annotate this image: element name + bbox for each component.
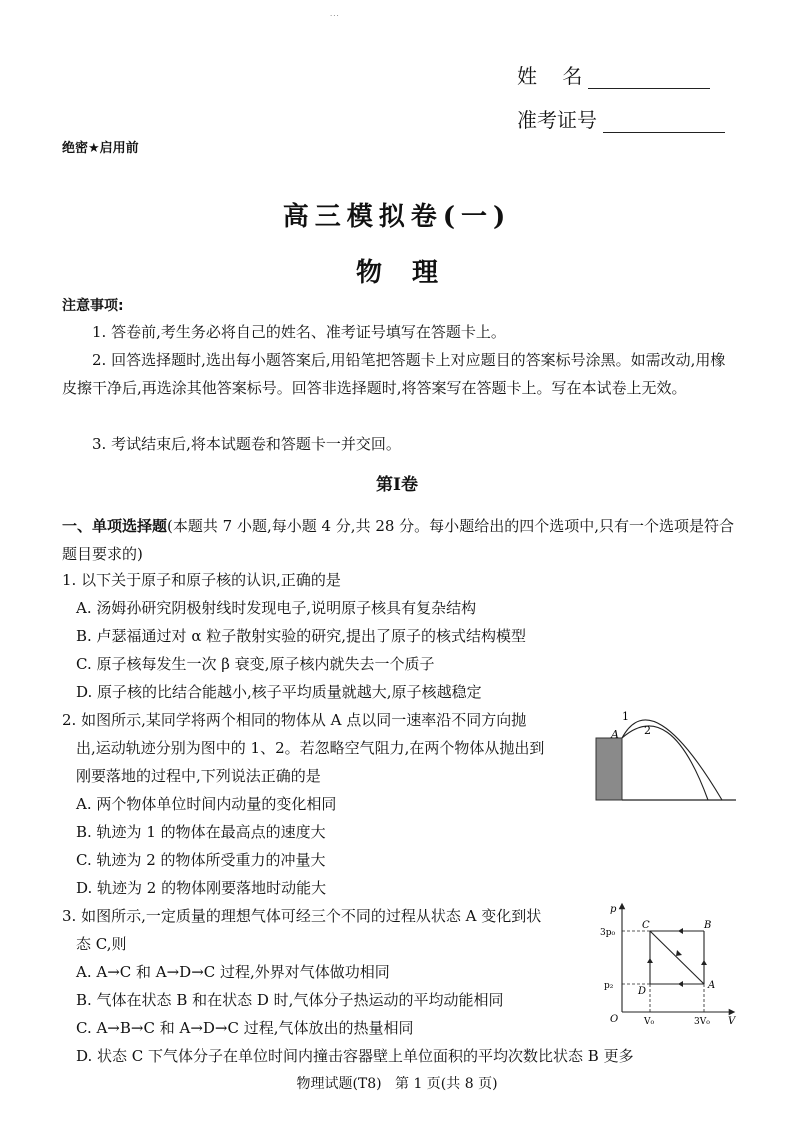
- question-2-stem-line-1: 2. 如图所示,某同学将两个相同的物体从 A 点以同一速率沿不同方向抛: [62, 711, 527, 729]
- section-title: 一、单项选择题: [62, 517, 168, 535]
- question-3-option-b[interactable]: B. 气体在状态 B 和在状态 D 时,气体分子热运动的平均动能相同: [76, 991, 504, 1009]
- state-b-label: B: [704, 920, 712, 931]
- notice-item-3: 3. 考试结束后,将本试题卷和答题卡一并交回。: [92, 435, 401, 453]
- question-1-option-a[interactable]: A. 汤姆孙研究阴极射线时发现电子,说明原子核具有复杂结构: [76, 599, 477, 617]
- arrow-b-c: [678, 928, 683, 934]
- question-3-option-d[interactable]: D. 状态 C 下气体分子在单位时间内撞击容器壁上单位面积的平均次数比状态 B 更多: [76, 1047, 634, 1065]
- state-d-label: D: [638, 986, 647, 997]
- section-desc: (本题共 7 小题,每小题 4 分,共 28 分。每小题给出的四个选项中,只有一个选项是符合题目要求的): [62, 517, 734, 563]
- launch-platform: [596, 738, 622, 800]
- trajectory-1: [622, 720, 722, 800]
- exam-id-field[interactable]: [517, 104, 725, 133]
- question-2-option-d[interactable]: D. 轨迹为 2 的物体刚要落地时动能大: [76, 879, 327, 897]
- section-heading: [62, 512, 734, 568]
- question-3-option-a[interactable]: A. A→C 和 A→D→C 过程,外界对气体做功相同: [76, 963, 390, 981]
- state-a-label: A: [708, 980, 716, 991]
- name-blank[interactable]: [588, 70, 710, 89]
- question-1: [62, 566, 734, 706]
- question-1-stem: 1. 以下关于原子和原子核的认识,正确的是: [62, 571, 341, 589]
- exam-id-label: 准考证号: [517, 108, 597, 132]
- question-2-stem-line-2: 出,运动轨迹分别为图中的 1、2。若忽略空气阻力,在两个物体从抛出到: [76, 739, 545, 757]
- projectile-figure: [592, 704, 742, 804]
- state-c-label: C: [642, 920, 650, 931]
- question-2-stem-line-3: 刚要落地的过程中,下列说法正确的是: [76, 767, 321, 785]
- pv-diagram: [598, 900, 738, 1030]
- arrow-d-c: [647, 958, 653, 963]
- point-a-label: A: [611, 728, 619, 741]
- question-1-option-b[interactable]: B. 卢瑟福通过对 α 粒子散射实验的研究,提出了原子的核式结构模型: [76, 627, 526, 645]
- notice-item-1: 1. 答卷前,考生务必将自己的姓名、准考证号填写在答题卡上。: [92, 323, 506, 341]
- trajectory-2: [622, 726, 708, 800]
- notice-heading: 注意事项:: [62, 298, 124, 314]
- page-footer: 物理试题(T8) 第 1 页(共 8 页): [296, 1076, 498, 1092]
- v-high-label: 3V₀: [694, 1017, 710, 1027]
- subject-title: 物理: [355, 258, 468, 288]
- question-2-option-a[interactable]: A. 两个物体单位时间内动量的变化相同: [76, 795, 337, 813]
- question-2-option-c[interactable]: C. 轨迹为 2 的物体所受重力的冲量大: [76, 851, 326, 869]
- question-3-option-c[interactable]: C. A→B→C 和 A→D→C 过程,气体放出的热量相同: [76, 1019, 414, 1037]
- top-scan-mark: ...: [330, 10, 340, 18]
- name-field[interactable]: [517, 60, 710, 89]
- v-low-label: V₀: [644, 1017, 655, 1027]
- arrow-a-c: [676, 950, 682, 956]
- p-axis-label: p: [610, 904, 617, 915]
- question-1-option-d[interactable]: D. 原子核的比结合能越小,核子平均质量就越大,原子核越稳定: [76, 683, 482, 701]
- exam-id-blank[interactable]: [603, 114, 725, 133]
- p-low-label: p₂: [604, 981, 614, 991]
- exam-title: 高三模拟卷(一): [282, 202, 512, 232]
- question-2-option-b[interactable]: B. 轨迹为 1 的物体在最高点的速度大: [76, 823, 326, 841]
- question-1-option-c[interactable]: C. 原子核每发生一次 β 衰变,原子核内就失去一个质子: [76, 655, 435, 673]
- confidential-label: 绝密★启用前: [62, 141, 139, 156]
- p-high-label: 3p₀: [600, 928, 616, 938]
- trajectory-1-label: 1: [622, 710, 629, 723]
- question-3-stem-line-1: 3. 如图所示,一定质量的理想气体可经三个不同的过程从状态 A 变化到状: [62, 907, 542, 925]
- arrow-a-d: [678, 981, 683, 987]
- notice-item-2: 2. 回答选择题时,选出每小题答案后,用铅笔把答题卡上对应题目的答案标号涂黑。如需改动,用橡皮擦干净后,再选涂其他答案标号。回答非选择题时,将答案写在答题卡上。写在本试卷上无效。: [62, 351, 726, 397]
- arrow-a-b: [701, 960, 707, 965]
- question-2: [62, 706, 602, 902]
- v-axis-label: V: [728, 1016, 736, 1027]
- name-label: 姓 名: [517, 64, 583, 88]
- question-3-stem-line-2: 态 C,则: [76, 935, 127, 953]
- process-a-c: [650, 931, 704, 984]
- trajectory-2-label: 2: [644, 724, 651, 737]
- volume-title: 第Ⅰ卷: [376, 475, 418, 495]
- origin-label: O: [610, 1014, 619, 1025]
